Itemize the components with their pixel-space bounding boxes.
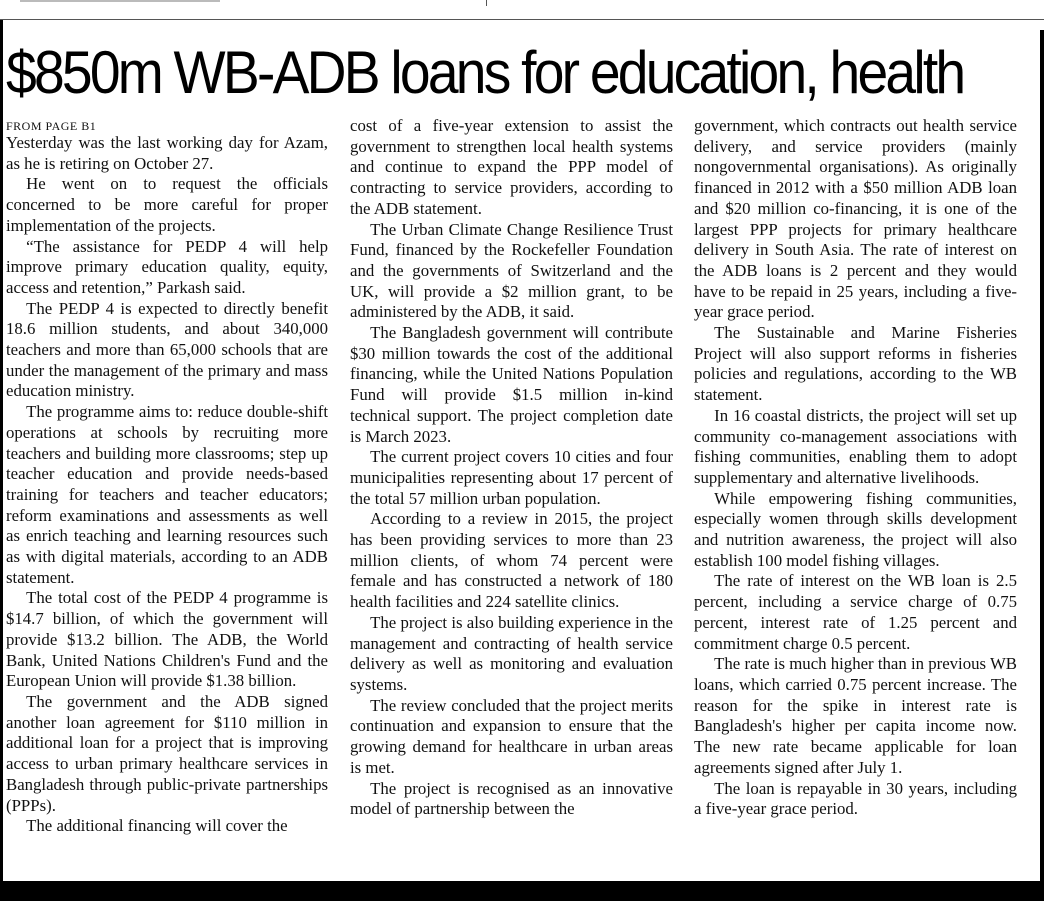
- paragraph: The rate of interest on the WB loan is 2.5 percent, including a service charge of 0.75 percent, interest rate of 1.25 percent and commitment charge 0.5 percent.: [694, 571, 1017, 653]
- paragraph: government, which contracts out health service delivery, and service providers (mainly nongovernmental organisations). As originally financed in 2012 with a $50 million ADB loan and $20 million co-financing, it is one of the largest PPP projects for primary healthcare delivery in South Asia. The rate of interest on the ADB loans is 2 percent and they would have to be repaid in 25 years, including a five-year grace period.: [694, 116, 1017, 322]
- paragraph: The Urban Climate Change Resilience Trust Fund, financed by the Rockefeller Foundation and the governments of Switzerland and the UK, will provide a $2 million grant, to be administered by the ADB, it said.: [350, 219, 673, 322]
- page-header-rule: [0, 0, 1044, 22]
- paragraph: “The assistance for PEDP 4 will help improve primary education quality, equity, access and retention,” Parkash said.: [6, 236, 328, 297]
- header-rule-line: [0, 19, 1044, 20]
- paragraph: The Bangladesh government will contribute $30 million towards the cost of the additional financing, while the United Nations Population Fund will provide $1.5 million in-kind technical support. The project completion date is March 2023.: [350, 323, 673, 446]
- paragraph: The rate is much higher than in previous WB loans, which carried 0.75 percent increase. The reason for the spike in interest rate is Bangladesh's higher per capita income now. The new rate became applicable for loan agreements signed after July 1.: [694, 654, 1017, 777]
- paragraph: The programme aims to: reduce double-shift operations at schools by recruiting more teachers and building more classrooms; step up teacher education and provide needs-based training for teachers and teacher educators; reform examinations and assessments as well as enrich teaching and learning resources such as with digital materials, according to an ADB statement.: [6, 402, 328, 587]
- article-column-3: [694, 116, 1017, 882]
- header-remnant: [20, 0, 220, 2]
- paragraph: While empowering fishing communities, especially women through skills development and nutrition awareness, the project will also establish 100 model fishing villages.: [694, 488, 1017, 570]
- paragraph: The project is recognised as an innovative model of partnership between the: [350, 778, 673, 819]
- article-headline: $850m WB-ADB loans for education, health: [6, 39, 964, 106]
- paragraph: cost of a five-year extension to assist the government to strengthen local health systems and continue to expand the PPP model of contracting to service providers, according to the ADB statement.: [350, 116, 673, 218]
- article-column-1: [6, 116, 328, 882]
- paragraph: The review concluded that the project merits continuation and expansion to ensure that the growing demand for healthcare in urban areas is met.: [350, 695, 673, 777]
- paragraph: The government and the ADB signed another loan agreement for $110 million in additional loan for a project that is improving access to urban primary healthcare services in Bangladesh through public-private partnerships (PPPs).: [6, 691, 328, 815]
- paragraph: According to a review in 2015, the project has been providing services to more than 23 million clients, of whom 74 percent were female and has constructed a network of 180 health facilities and 224 satellite clinics.: [350, 509, 673, 612]
- paragraph: The additional financing will cover the: [26, 816, 288, 836]
- paragraph: The project is also building experience in the management and contracting of health service delivery as well as monitoring and evaluation systems.: [350, 612, 673, 694]
- continued-from-label: FROM PAGE B1: [6, 119, 97, 133]
- paragraph: The Sustainable and Marine Fisheries Project will also support reforms in fisheries policies and regulations, according to the WB statement.: [694, 323, 1017, 405]
- article-column-2: [350, 116, 673, 882]
- right-scan-edge: [1040, 30, 1044, 886]
- left-scan-edge: [0, 20, 3, 886]
- paragraph: He went on to request the officials concerned to be more careful for proper implementation of the projects.: [6, 174, 328, 235]
- paragraph: The loan is repayable in 30 years, including a five-year grace period.: [694, 778, 1017, 819]
- paragraph: The PEDP 4 is expected to directly benefit 18.6 million students, and about 340,000 teachers and more than 65,000 schools that are under the management of the primary and mass education ministry.: [6, 298, 328, 401]
- paragraph: The total cost of the PEDP 4 programme is $14.7 billion, of which the government will provide $13.2 billion. The ADB, the World Bank, United Nations Children's Fund and the European Union will provide $1.38 billion.: [6, 588, 328, 691]
- header-divider: [486, 0, 487, 6]
- paragraph: Yesterday was the last working day for Azam, as he is retiring on October 27.: [6, 133, 328, 173]
- bottom-scan-edge: [0, 881, 1044, 901]
- paragraph: The current project covers 10 cities and four municipalities representing about 17 percent of the total 57 million urban population.: [350, 447, 673, 508]
- paragraph: In 16 coastal districts, the project will set up community co-management associations with fishing communities, enabling them to adopt supplementary and alternative livelihoods.: [694, 405, 1017, 487]
